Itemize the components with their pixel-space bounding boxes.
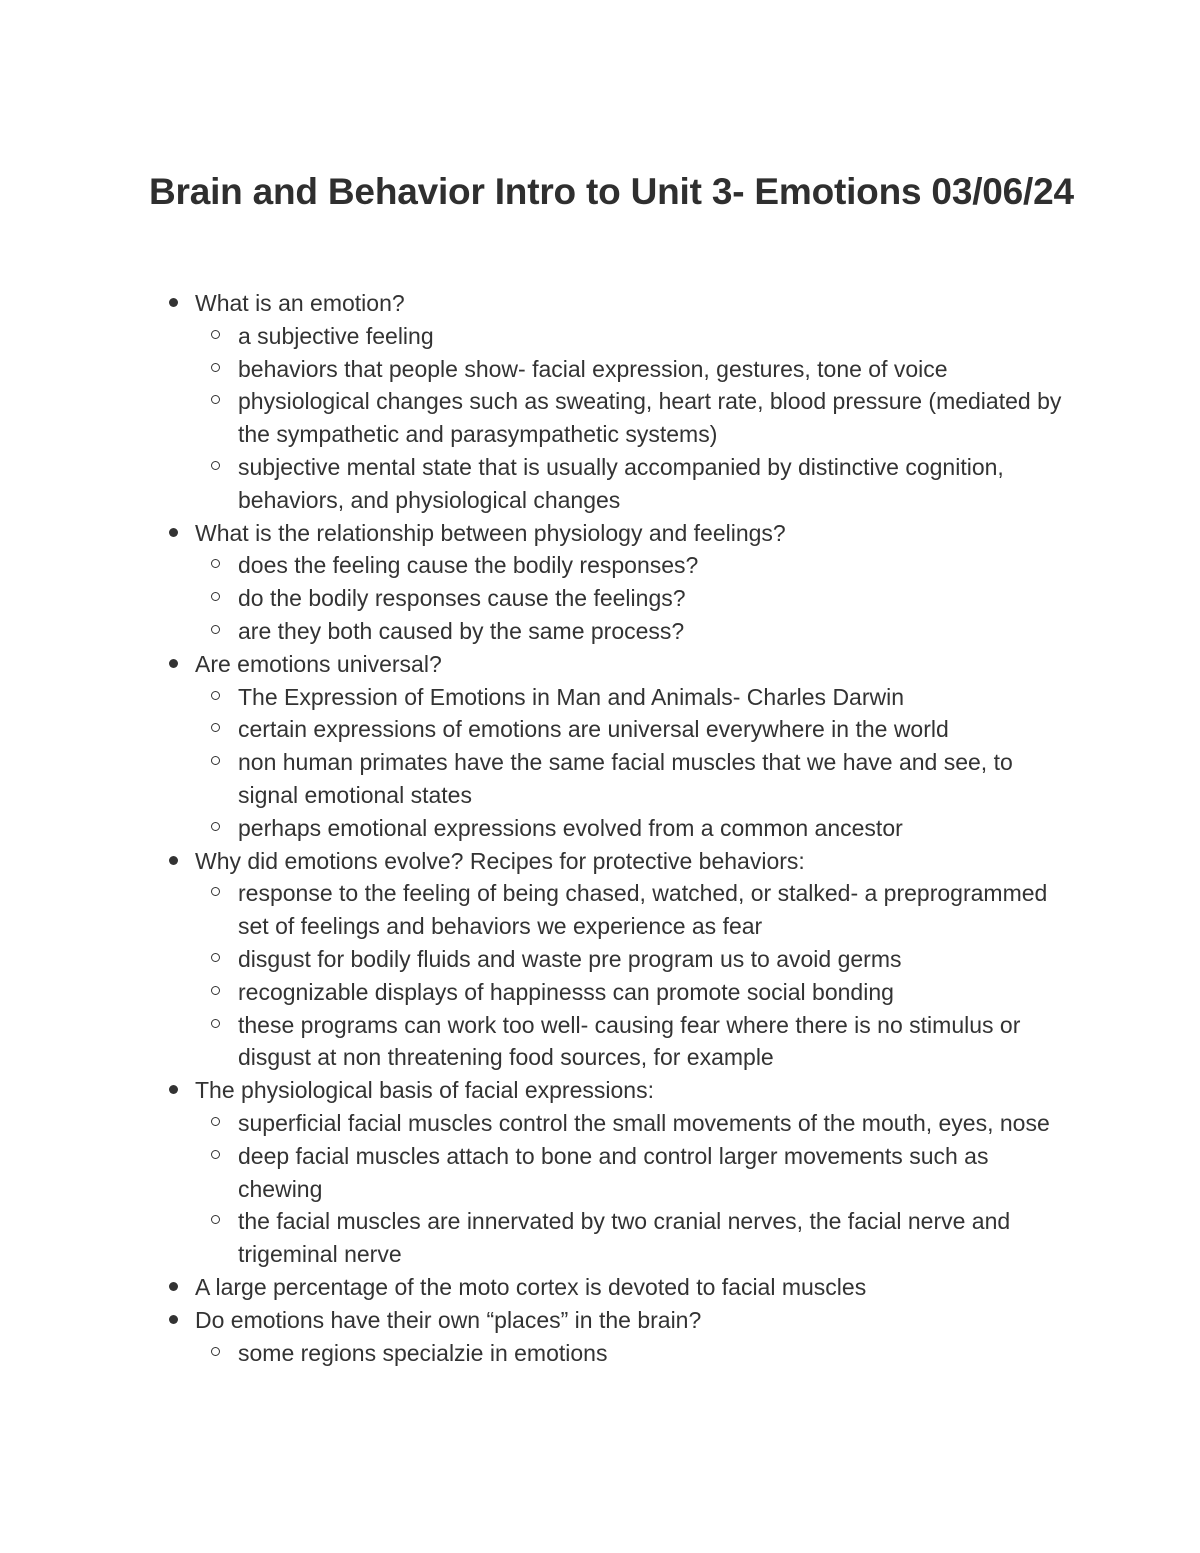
list-item-text: What is the relationship between physiology and feelings?: [195, 519, 786, 546]
sub-list-item: [238, 549, 1065, 582]
sub-list: [195, 681, 1065, 845]
hollow-bullet-icon: [211, 1019, 220, 1028]
hollow-bullet-icon: [211, 953, 220, 962]
list-item-text: A large percentage of the moto cortex is devoted to facial muscles: [195, 1273, 867, 1300]
list-item: [195, 1074, 1065, 1271]
hollow-bullet-icon: [211, 691, 220, 700]
hollow-bullet-icon: [211, 986, 220, 995]
sub-list-item: [238, 943, 1065, 976]
list-item: [195, 1271, 1065, 1304]
hollow-bullet-icon: [211, 395, 220, 404]
sub-list-item-text: non human primates have the same facial muscles that we have and see, to signal emotional states: [238, 749, 1013, 808]
hollow-bullet-icon: [211, 559, 220, 568]
sub-list-item: [238, 1107, 1065, 1140]
sub-list-item: [238, 1009, 1065, 1075]
hollow-bullet-icon: [211, 822, 220, 831]
hollow-bullet-icon: [211, 363, 220, 372]
hollow-bullet-icon: [211, 1150, 220, 1159]
hollow-bullet-icon: [211, 1347, 220, 1356]
sub-list-item-text: do the bodily responses cause the feelings?: [238, 585, 686, 612]
sub-list-item: [238, 320, 1065, 353]
sub-list-item: [238, 976, 1065, 1009]
filled-bullet-icon: [169, 856, 178, 865]
filled-bullet-icon: [169, 1085, 178, 1094]
sub-list-item: [238, 385, 1065, 451]
list-item: [195, 1304, 1065, 1370]
notes-list: [195, 287, 1065, 1369]
sub-list-item-text: physiological changes such as sweating, heart rate, blood pressure (mediated by the sympathetic and parasympathetic systems): [238, 388, 1062, 448]
filled-bullet-icon: [169, 659, 178, 668]
sub-list: [195, 549, 1065, 647]
list-item: [195, 845, 1065, 1075]
list-item-text: Why did emotions evolve? Recipes for protective behaviors:: [195, 847, 805, 874]
hollow-bullet-icon: [211, 1215, 220, 1224]
filled-bullet-icon: [169, 1282, 178, 1291]
sub-list-item-text: deep facial muscles attach to bone and control larger movements such as chewing: [238, 1142, 989, 1202]
sub-list-item-text: does the feeling cause the bodily responses?: [238, 552, 699, 579]
sub-list-item: [238, 615, 1065, 648]
hollow-bullet-icon: [211, 461, 220, 470]
sub-list-item: [238, 812, 1065, 845]
sub-list-item-text: behaviors that people show- facial expression, gestures, tone of voice: [238, 355, 948, 382]
list-item-text: What is an emotion?: [195, 290, 405, 316]
sub-list-item-text: the facial muscles are innervated by two cranial nerves, the facial nerve and trigeminal nerve: [238, 1208, 1011, 1268]
list-item-text: Do emotions have their own “places” in the brain?: [195, 1306, 702, 1333]
sub-list-item-text: these programs can work too well- causing fear where there is no stimulus or disgust at non threatening food sources, for example: [238, 1011, 1021, 1071]
sub-list-item: [238, 1205, 1065, 1271]
sub-list-item-text: subjective mental state that is usually accompanied by distinctive cognition, behaviors, and physiological changes: [238, 453, 1004, 513]
sub-list-item: [238, 451, 1065, 517]
filled-bullet-icon: [169, 528, 178, 537]
sub-list-item-text: a subjective feeling: [238, 322, 434, 349]
sub-list-item: [238, 713, 1065, 746]
sub-list: [195, 1107, 1065, 1271]
page-title: Brain and Behavior Intro to Unit 3- Emotions 03/06/24: [149, 171, 1074, 212]
sub-list-item-text: some regions specialzie in emotions: [238, 1339, 608, 1366]
list-item: [195, 517, 1065, 648]
sub-list: [195, 1337, 1065, 1370]
hollow-bullet-icon: [211, 592, 220, 601]
sub-list-item: [238, 1140, 1065, 1206]
hollow-bullet-icon: [211, 330, 220, 339]
sub-list-item-text: The Expression of Emotions in Man and Animals- Charles Darwin: [238, 683, 905, 710]
sub-list: [195, 877, 1065, 1074]
sub-list-item-text: perhaps emotional expressions evolved from a common ancestor: [238, 814, 903, 841]
sub-list-item-text: disgust for bodily fluids and waste pre program us to avoid germs: [238, 945, 902, 972]
sub-list-item: [238, 1337, 1065, 1370]
hollow-bullet-icon: [211, 625, 220, 634]
sub-list-item: [238, 746, 1065, 812]
list-item-text: The physiological basis of facial expressions:: [195, 1077, 654, 1104]
sub-list-item: [238, 353, 1065, 386]
sub-list-item-text: superficial facial muscles control the small movements of the mouth, eyes, nose: [238, 1109, 1050, 1136]
sub-list: [195, 320, 1065, 517]
hollow-bullet-icon: [211, 723, 220, 732]
sub-list-item-text: response to the feeling of being chased, watched, or stalked- a preprogrammed set of feelings and behaviors we experience as fear: [238, 880, 1048, 940]
list-item: [195, 287, 1065, 517]
hollow-bullet-icon: [211, 1117, 220, 1126]
sub-list-item: [238, 582, 1065, 615]
sub-list-item-text: recognizable displays of happinesss can promote social bonding: [238, 978, 894, 1005]
sub-list-item: [238, 877, 1065, 943]
filled-bullet-icon: [169, 1315, 178, 1324]
filled-bullet-icon: [169, 298, 178, 307]
sub-list-item-text: are they both caused by the same process?: [238, 617, 685, 644]
sub-list-item: [238, 681, 1065, 714]
hollow-bullet-icon: [211, 887, 220, 896]
list-item: [195, 648, 1065, 845]
sub-list-item-text: certain expressions of emotions are universal everywhere in the world: [238, 716, 949, 743]
list-item-text: Are emotions universal?: [195, 650, 442, 677]
hollow-bullet-icon: [211, 756, 220, 765]
